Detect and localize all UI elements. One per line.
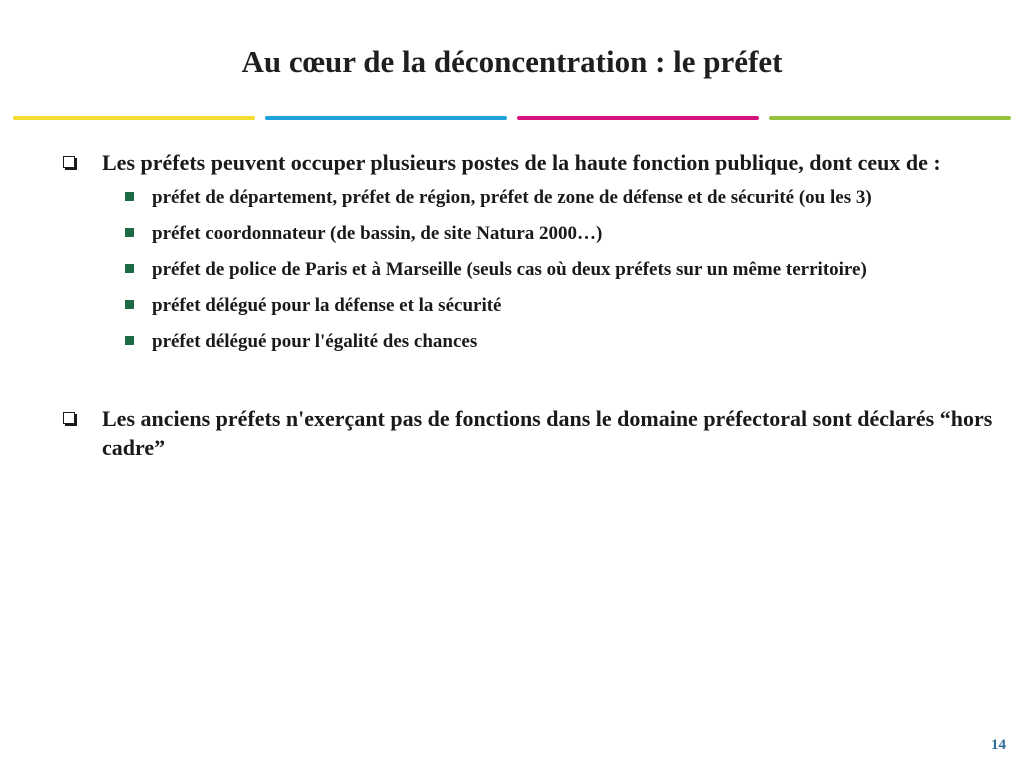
- divider-yellow: [13, 116, 255, 120]
- sub-bullet-item: [122, 329, 1005, 354]
- bullet-level1-item: [60, 148, 1005, 177]
- sub-bullet-text: préfet délégué pour la défense et la sécurité: [152, 295, 502, 316]
- checkbox-icon: [63, 412, 75, 424]
- bullet-level1-item: [60, 404, 1005, 462]
- sub-bullet-text: préfet délégué pour l'égalité des chances: [152, 331, 478, 352]
- sub-bullet-text: préfet de police de Paris et à Marseille (seuls cas où deux préfets sur un même territoire): [152, 259, 867, 280]
- slide-content: [60, 148, 1005, 462]
- divider-magenta: [517, 116, 759, 120]
- bullet-text: Les anciens préfets n'exerçant pas de fonctions dans le domaine préfectoral sont déclarés “hors cadre”: [102, 406, 993, 460]
- divider-green: [769, 116, 1011, 120]
- square-bullet-icon: [125, 336, 134, 345]
- slide-title: Au cœur de la déconcentration : le préfet: [241, 44, 783, 79]
- sub-bullet-item: [122, 221, 1005, 246]
- square-bullet-icon: [125, 264, 134, 273]
- page-number: 14: [991, 737, 1006, 753]
- bullet-text: Les préfets peuvent occuper plusieurs postes de la haute fonction publique, dont ceux de :: [102, 150, 941, 175]
- sub-bullet-item: [122, 185, 1005, 210]
- square-bullet-icon: [125, 300, 134, 309]
- divider-blue: [265, 116, 507, 120]
- sub-bullet-list: [60, 185, 1005, 354]
- square-bullet-icon: [125, 228, 134, 237]
- square-bullet-icon: [125, 192, 134, 201]
- sub-bullet-text: préfet de département, préfet de région, préfet de zone de défense et de sécurité (ou les 3): [152, 187, 872, 208]
- sub-bullet-text: préfet coordonnateur (de bassin, de site Natura 2000…): [152, 223, 603, 244]
- sub-bullet-item: [122, 257, 1005, 282]
- checkbox-icon: [63, 156, 75, 168]
- sub-bullet-item: [122, 293, 1005, 318]
